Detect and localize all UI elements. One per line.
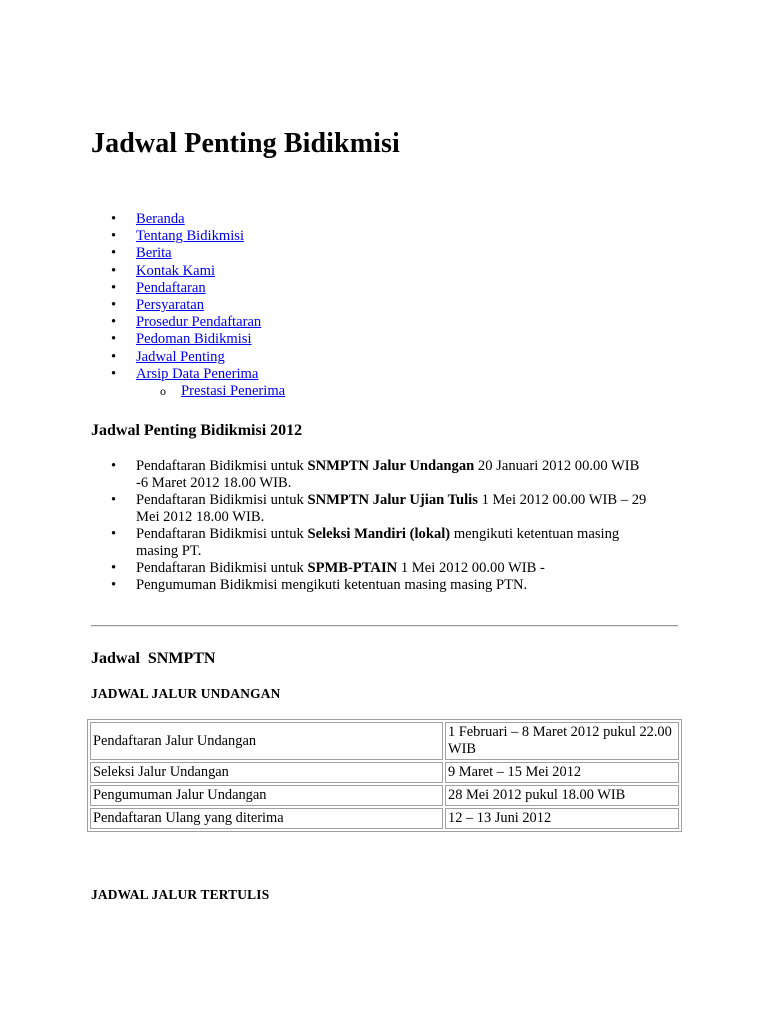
table-cell-date: 28 Mei 2012 pukul 18.00 WIB [445,785,679,806]
schedule-item [91,526,651,560]
schedule-item-text: Pendaftaran Bidikmisi untuk [136,560,308,576]
subheading-jalur-tertulis: JADWAL JALUR TERTULIS [91,887,270,902]
schedule-item-text: 1 Mei 2012 00.00 WIB – 29 Mei 2012 18.00 WIB. [136,492,647,525]
nav-link-jadwal[interactable]: Jadwal Penting [136,348,225,365]
schedule-item [91,560,651,577]
schedule-item-text: Pendaftaran Bidikmisi untuk [136,492,308,508]
table-cell-date: 1 Februari – 8 Maret 2012 pukul 22.00 WIB [445,722,679,760]
table-row [90,785,679,806]
schedule-item [91,577,651,594]
schedule-list [91,458,651,594]
section-heading-snmptn-text: Jadwal SNMPTN [91,650,216,667]
nav-item-kontak [91,263,285,280]
nav-item-prosedur [91,314,285,331]
nav-item-pendaftaran [91,280,285,297]
schedule-item-text: mengikuti ketentuan masing masing PT. [136,526,620,559]
nav-link-beranda[interactable]: Beranda [136,211,185,227]
nav-link-kontak[interactable]: Kontak Kami [136,262,216,279]
table-cell-activity: Pengumuman Jalur Undangan [90,785,443,806]
subnav-list [136,383,285,400]
nav-link-pendaftaran[interactable]: Pendaftaran [136,279,206,296]
nav-link-berita[interactable]: Berita [136,245,172,262]
table-cell-activity: Pendaftaran Ulang yang diterima [90,808,443,829]
table-cell-activity: Seleksi Jalur Undangan [90,762,443,783]
page-title: Jadwal Penting Bidikmisi [91,128,400,159]
nav-item-jadwal [91,349,285,366]
schedule-item [91,458,651,492]
table-row [90,762,679,783]
nav-link-pedoman[interactable]: Pedoman Bidikmisi [136,331,252,348]
schedule-item-text: Pendaftaran Bidikmisi untuk [136,458,308,474]
schedule-item-text: 1 Mei 2012 00.00 WIB - [397,560,545,576]
schedule-item-text: Pendaftaran Bidikmisi untuk [136,526,308,542]
nav-link-prosedur[interactable]: Prosedur Pendaftaran [136,314,262,331]
nav-item-arsip [91,366,285,400]
nav-link-arsip[interactable]: Arsip Data Penerima [136,365,259,382]
subheading-jalur-undangan: JADWAL JALUR UNDANGAN [91,686,281,701]
schedule-item-text: Pengumuman Bidikmisi mengikuti ketentuan masing masing PTN. [136,577,528,593]
schedule-item-bold: SPMB-PTAIN [307,560,398,576]
horizontal-divider [91,625,678,627]
section-heading-snmptn [91,649,215,669]
jalur-undangan-table [87,719,682,832]
schedule-item-text: 20 Januari 2012 00.00 WIB -6 Maret 2012 18.00 WIB. [136,458,640,491]
subnav-link-prestasi[interactable]: Prestasi Penerima [181,383,286,400]
subnav-item-prestasi [136,383,285,400]
table-cell-date: 9 Maret – 15 Mei 2012 [445,762,679,783]
section-heading-2012: Jadwal Penting Bidikmisi 2012 [91,422,303,439]
schedule-item-bold: SNMPTN Jalur Undangan [307,458,475,474]
schedule-item [91,492,651,526]
table-row [90,722,679,760]
nav-link-tentang[interactable]: Tentang Bidikmisi [136,228,245,245]
table-row [90,808,679,829]
nav-item-persyaratan [91,297,285,314]
schedule-item-bold: Seleksi Mandiri (lokal) [307,526,451,542]
nav-item-pedoman [91,331,285,348]
table-cell-activity: Pendaftaran Jalur Undangan [90,722,443,760]
schedule-item-bold: SNMPTN Jalur Ujian Tulis [307,492,478,508]
nav-item-tentang [91,228,285,245]
nav-list [91,211,285,400]
nav-item-berita [91,245,285,262]
nav-item-beranda [91,211,285,228]
table-cell-date: 12 – 13 Juni 2012 [445,808,679,829]
nav-link-persyaratan[interactable]: Persyaratan [136,297,205,314]
